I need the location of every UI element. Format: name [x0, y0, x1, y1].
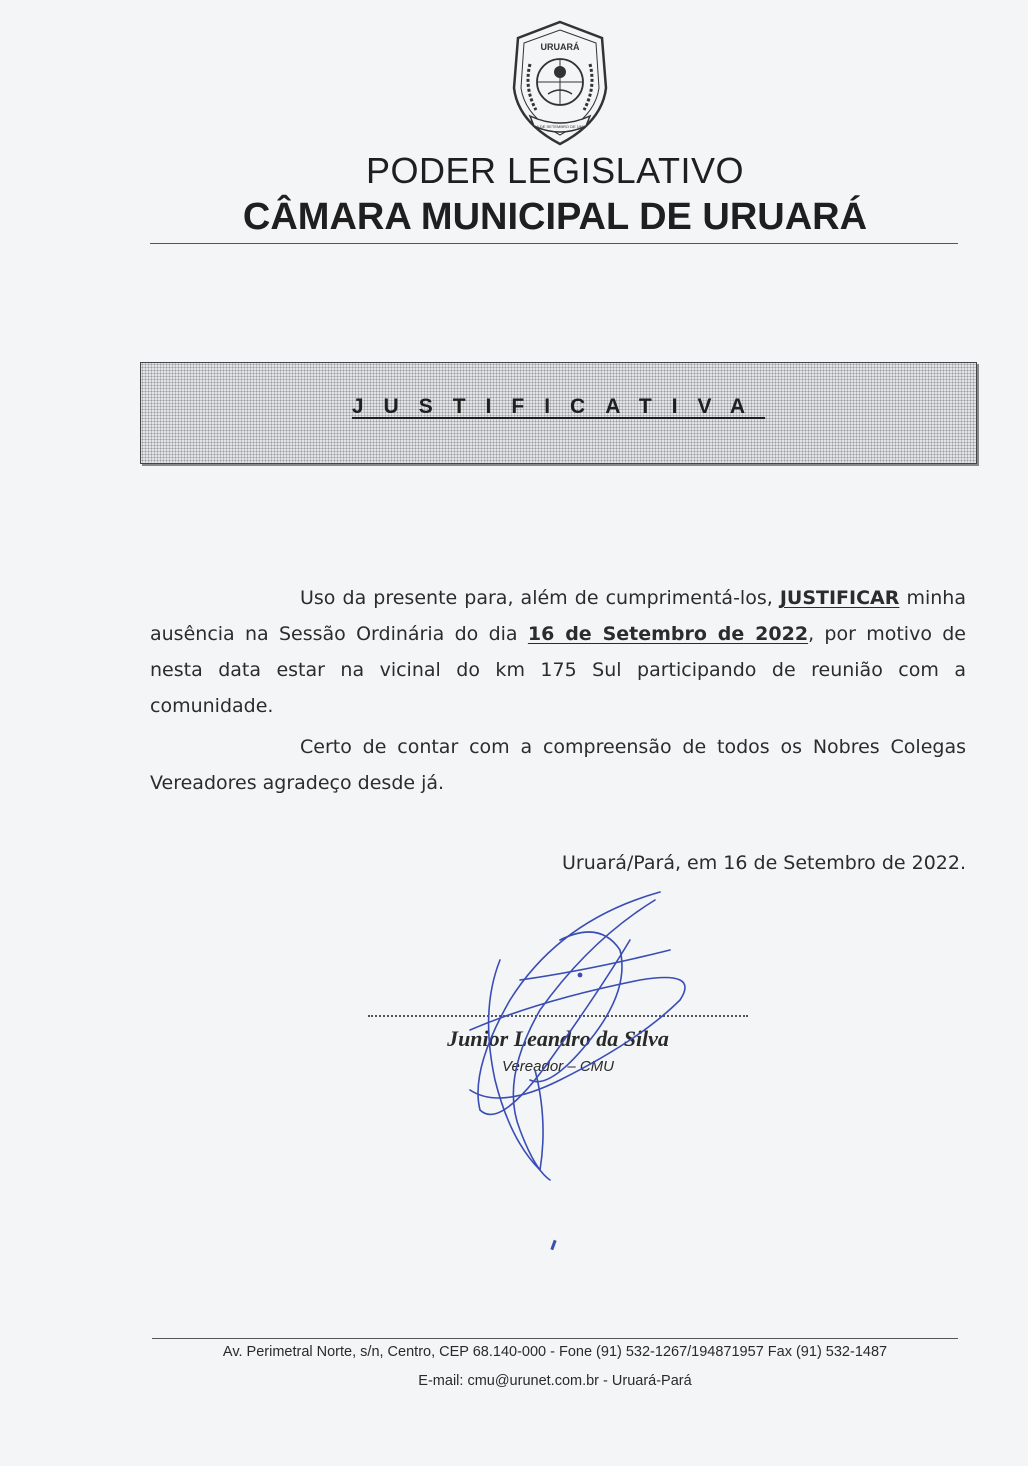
document-title: JUSTIFICATIVA — [351, 395, 766, 418]
footer-address: Av. Perimetral Norte, s/n, Centro, CEP 68.140-000 - Fone (91) 532-1267/194871957 Fax (91) 532-1487 — [222, 1344, 888, 1360]
p2-text: Certo de contar com a compreensão de todos os Nobres Colegas Vereadores agradeço desde já. — [150, 736, 966, 794]
p1-text-c: minha ausência na Sessão Ordinária do dia — [150, 587, 966, 645]
ink-speck — [550, 1240, 556, 1250]
title-box — [140, 362, 977, 464]
seal-text: URUARÁ — [540, 42, 580, 52]
header-divider — [150, 243, 958, 244]
p1-emphasis-justificar: JUSTIFICAR — [779, 587, 900, 609]
signatory-name: Junior Leandro da Silva — [447, 1026, 669, 1051]
p1-emphasis-date: 16 de Setembro de 2022 — [527, 623, 809, 645]
seal-ribbon: 16 DE SETEMBRO DE 1987 — [534, 124, 586, 129]
municipal-seal-icon — [506, 18, 614, 148]
header-line-1: PODER LEGISLATIVO — [366, 150, 744, 191]
p1-text-e: , por motivo de nesta data estar na vicinal do km 175 Sul participando de reunião com a comunidade. — [150, 623, 966, 717]
footer-divider — [152, 1338, 958, 1339]
p1-text-a: Uso da presente para, além de cumprimentá-los, — [300, 587, 780, 609]
signature-line — [368, 1015, 748, 1017]
signatory-role: Vereador – CMU — [502, 1058, 614, 1075]
date-line: Uruará/Pará, em 16 de Setembro de 2022. — [562, 852, 966, 874]
paragraph-1 — [150, 580, 966, 724]
footer-email: E-mail: cmu@urunet.com.br - Uruará-Pará — [418, 1373, 692, 1389]
paragraph-2 — [150, 729, 966, 801]
header-line-2: CÂMARA MUNICIPAL DE URUARÁ — [242, 196, 868, 238]
